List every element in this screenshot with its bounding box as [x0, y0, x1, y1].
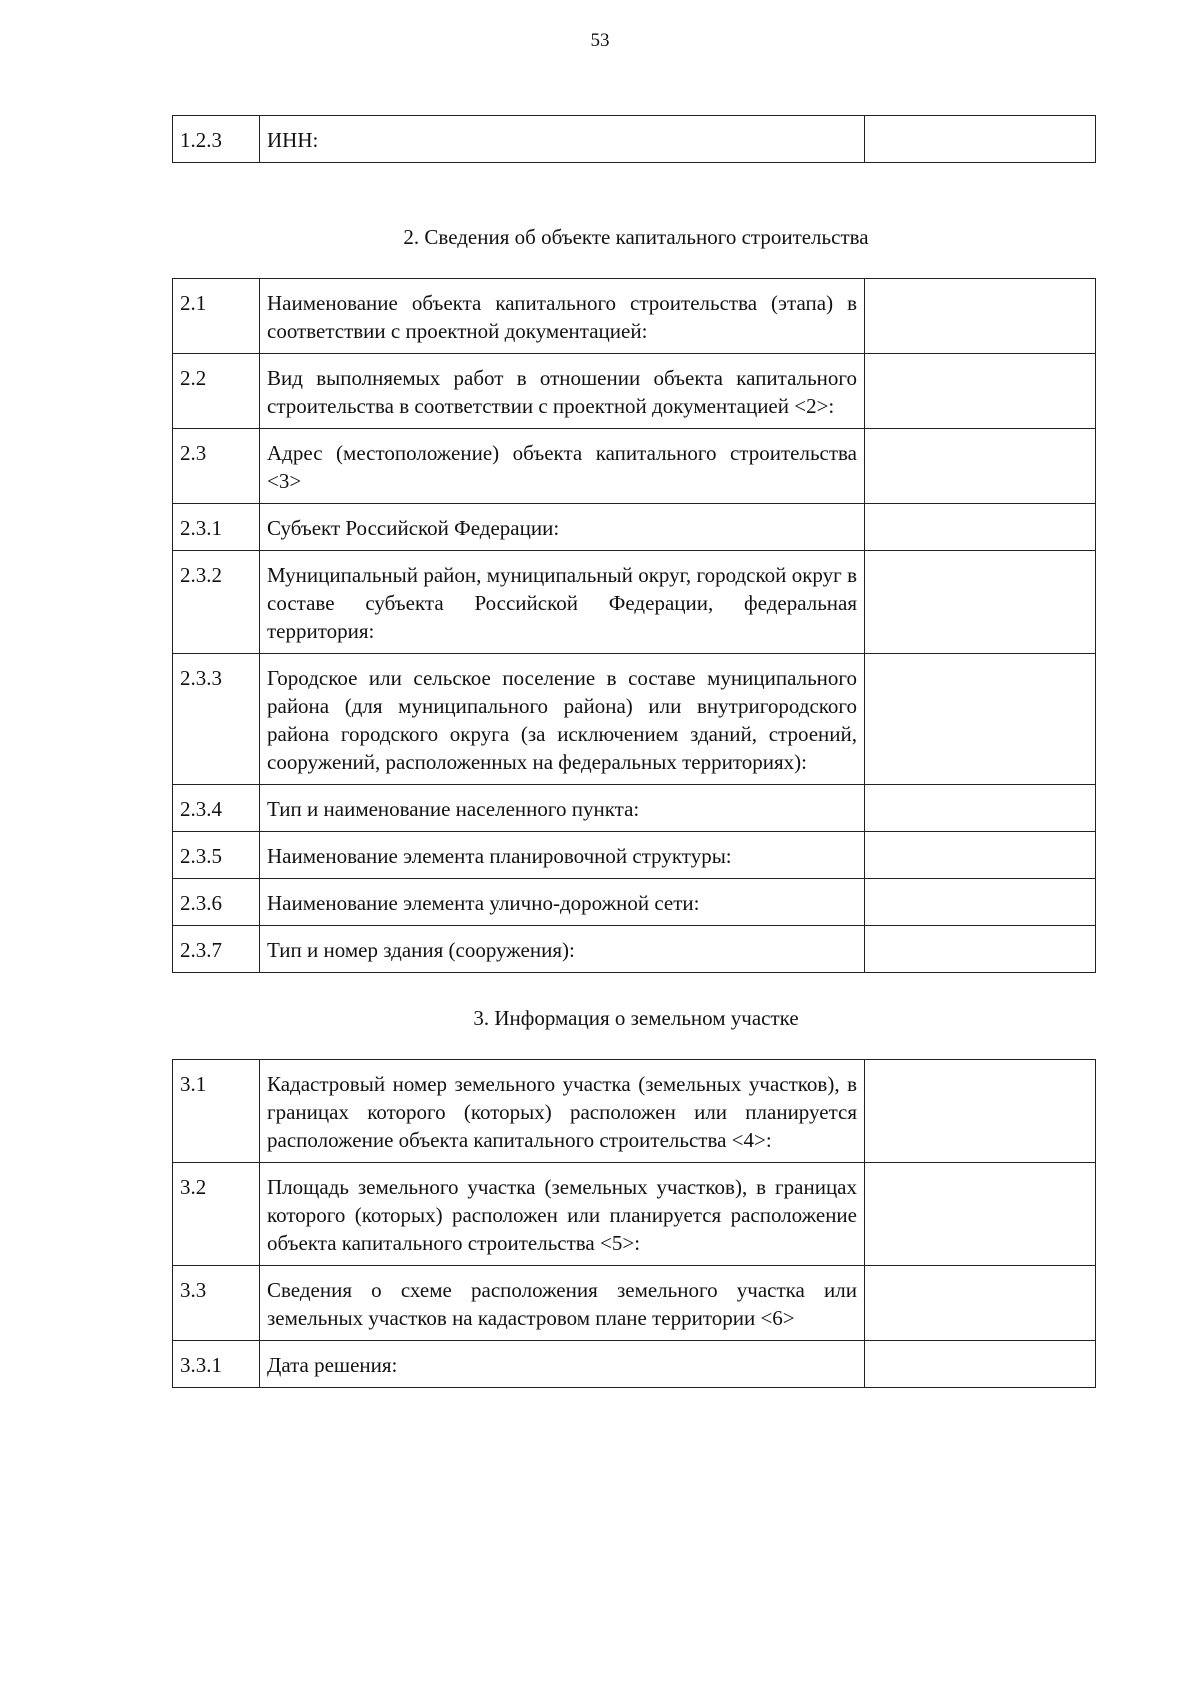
table-row: [173, 354, 1096, 429]
row-number: 2.3.7: [173, 926, 260, 973]
table-row: [173, 1060, 1096, 1163]
row-value-field[interactable]: [865, 785, 1096, 832]
row-value-field[interactable]: [865, 1341, 1096, 1388]
table-row: [173, 551, 1096, 654]
table-row: [173, 926, 1096, 973]
table-construction-object-body: [173, 279, 1096, 973]
row-number: 3.3: [173, 1266, 260, 1341]
section-3-title: 3. Информация о земельном участке: [473, 1006, 799, 1030]
table-row: [173, 1266, 1096, 1341]
table-row: [173, 832, 1096, 879]
row-number: 2.3.5: [173, 832, 260, 879]
table-row: [173, 1163, 1096, 1266]
row-label: Адрес (местоположение) объекта капитального строительства <3>: [260, 429, 865, 504]
table-land-plot-body: [173, 1060, 1096, 1388]
row-label: Наименование элемента планировочной структуры:: [260, 832, 865, 879]
row-number: 2.3: [173, 429, 260, 504]
row-value-field[interactable]: [865, 1163, 1096, 1266]
row-value-field[interactable]: [865, 1266, 1096, 1341]
row-number: 3.1: [173, 1060, 260, 1163]
page-number: 53: [590, 30, 610, 51]
row-label: Вид выполняемых работ в отношении объекта капитального строительства в соответствии с проектной документацией <2>:: [260, 354, 865, 429]
table-row: [173, 116, 1096, 163]
row-value-field[interactable]: [865, 926, 1096, 973]
table-taxpayer: [172, 115, 1096, 163]
row-label: Наименование объекта капитального строительства (этапа) в соответствии с проектной документацией:: [260, 279, 865, 354]
row-number: 2.1: [173, 279, 260, 354]
row-label: ИНН:: [260, 116, 865, 163]
row-value-field[interactable]: [865, 654, 1096, 785]
row-value-field[interactable]: [865, 832, 1096, 879]
table-row: [173, 504, 1096, 551]
row-number: 2.3.3: [173, 654, 260, 785]
row-value-field[interactable]: [865, 279, 1096, 354]
row-value-field[interactable]: [865, 116, 1096, 163]
row-label: Городское или сельское поселение в составе муниципального района (для муниципального района) или внутригородского района городского округа (за исключением зданий, строений, сооружений, расположенных на федеральных территориях):: [260, 654, 865, 785]
row-label: Площадь земельного участка (земельных участков), в границах которого (которых) расположен или планируется расположение объекта капитального строительства <5>:: [260, 1163, 865, 1266]
row-label: Наименование элемента улично-дорожной сети:: [260, 879, 865, 926]
row-number: 3.3.1: [173, 1341, 260, 1388]
row-value-field[interactable]: [865, 504, 1096, 551]
row-value-field[interactable]: [865, 879, 1096, 926]
table-row: [173, 279, 1096, 354]
row-number: 2.2: [173, 354, 260, 429]
table-land-plot: [172, 1059, 1096, 1388]
row-number: 1.2.3: [173, 116, 260, 163]
row-label: Субъект Российской Федерации:: [260, 504, 865, 551]
row-number: 2.3.6: [173, 879, 260, 926]
row-value-field[interactable]: [865, 429, 1096, 504]
table-row: [173, 429, 1096, 504]
row-value-field[interactable]: [865, 354, 1096, 429]
row-number: 2.3.2: [173, 551, 260, 654]
row-label: Дата решения:: [260, 1341, 865, 1388]
row-label: Сведения о схеме расположения земельного участка или земельных участков на кадастровом плане территории <6>: [260, 1266, 865, 1341]
table-row: [173, 654, 1096, 785]
table-taxpayer-body: [173, 116, 1096, 163]
table-row: [173, 785, 1096, 832]
row-number: 3.2: [173, 1163, 260, 1266]
row-label: Тип и наименование населенного пункта:: [260, 785, 865, 832]
row-label: Тип и номер здания (сооружения):: [260, 926, 865, 973]
row-label: Кадастровый номер земельного участка (земельных участков), в границах которого (которых) расположен или планируется расположение объекта капитального строительства <4>:: [260, 1060, 865, 1163]
row-value-field[interactable]: [865, 551, 1096, 654]
row-value-field[interactable]: [865, 1060, 1096, 1163]
row-label: Муниципальный район, муниципальный округ, городской округ в составе субъекта Российской Федерации, федеральная территория:: [260, 551, 865, 654]
row-number: 2.3.1: [173, 504, 260, 551]
table-row: [173, 1341, 1096, 1388]
section-2-title: 2. Сведения об объекте капитального строительства: [403, 225, 869, 249]
table-row: [173, 879, 1096, 926]
table-construction-object: [172, 278, 1096, 973]
row-number: 2.3.4: [173, 785, 260, 832]
